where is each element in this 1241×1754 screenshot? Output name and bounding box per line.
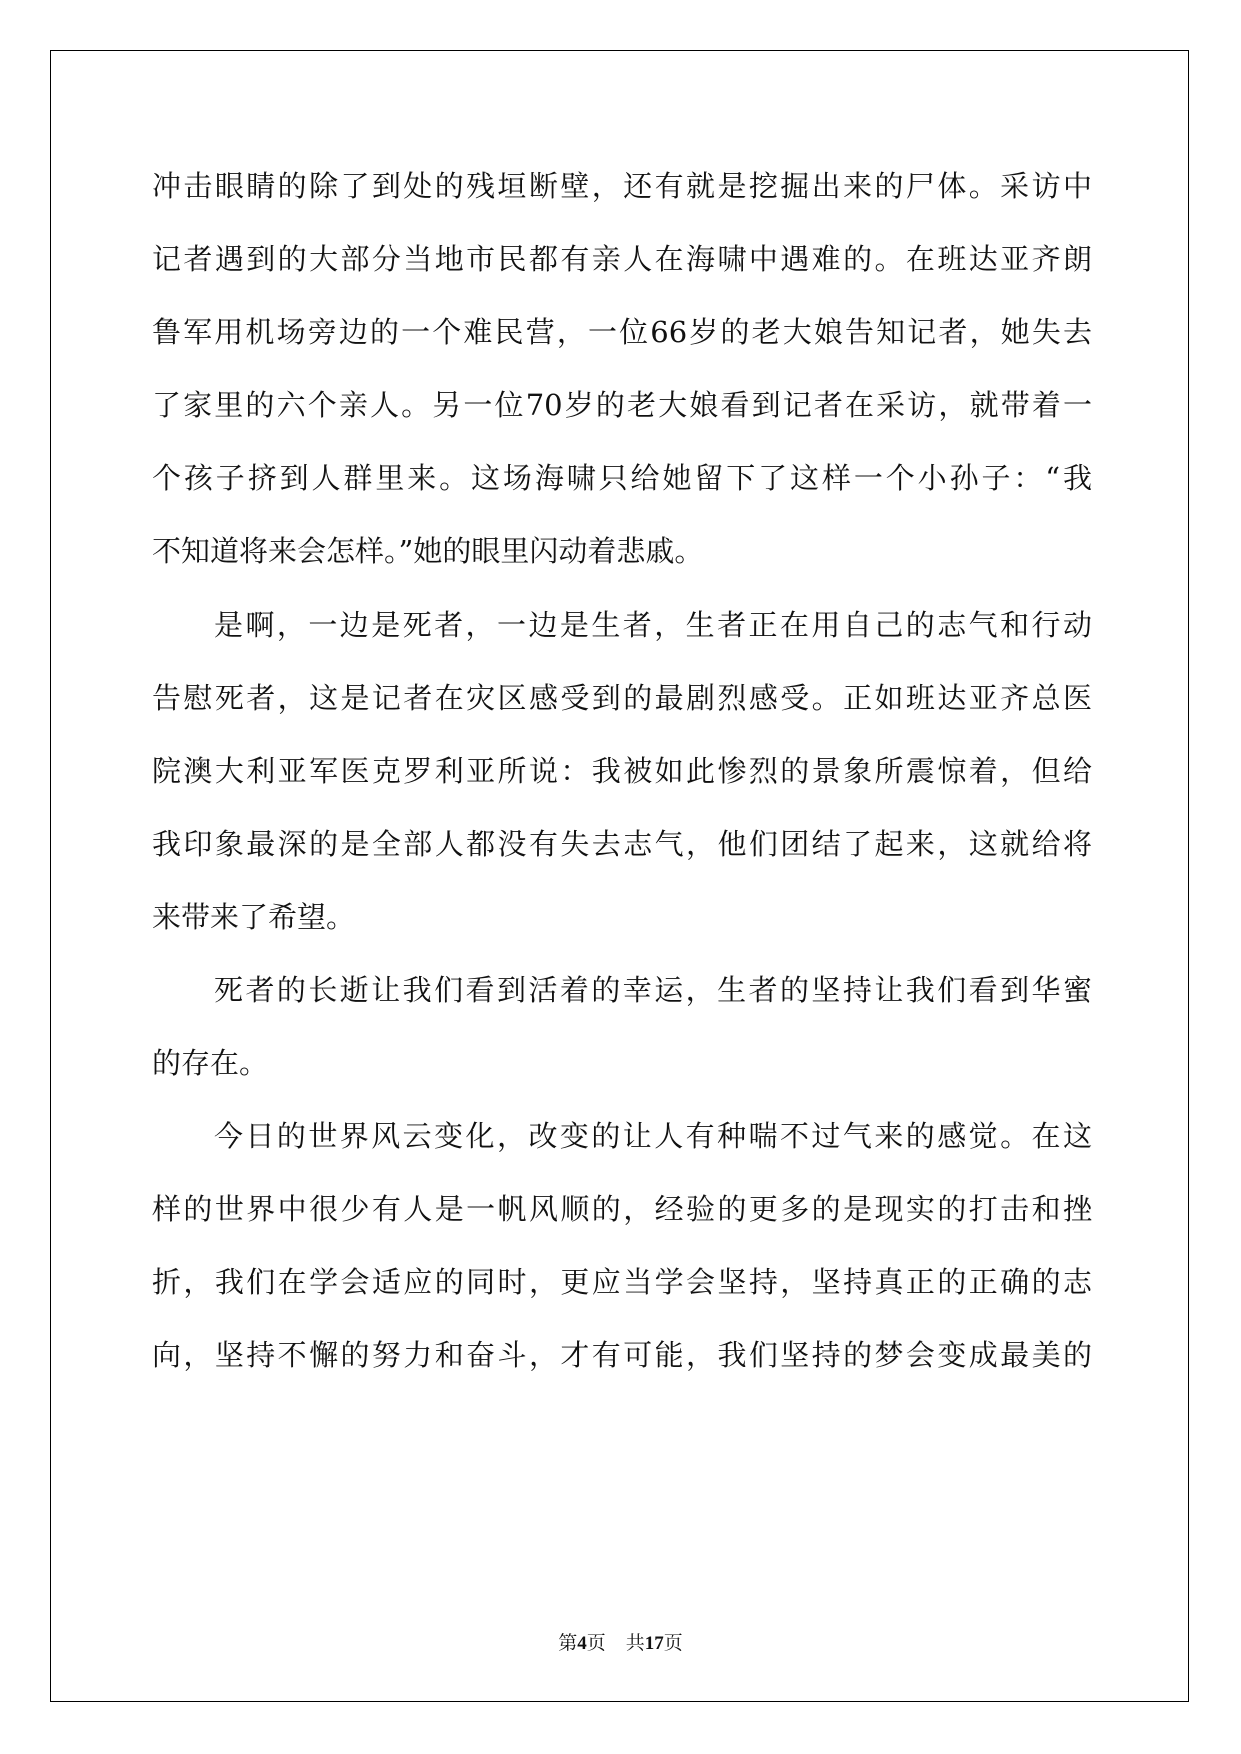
total-prefix: 共: [625, 1633, 645, 1654]
page-footer: [0, 1628, 1241, 1655]
text-line: 鲁军用机场旁边的一个难民营，一位66岁的老大娘告知记者，她失去: [152, 315, 1092, 349]
page-number: 4: [577, 1633, 587, 1654]
text-line: 今日的世界风云变化，改变的让人有种喘不过气来的感觉。在这: [214, 1119, 1092, 1153]
text-line: 个孩子挤到人群里来。这场海啸只给她留下了这样一个小孙子：“我: [152, 461, 1092, 495]
text-line: 我印象最深的是全部人都没有失去志气，他们团结了起来，这就给将: [152, 827, 1092, 861]
text-line: 是啊，一边是死者，一边是生者，生者正在用自己的志气和行动: [214, 608, 1092, 642]
page-prefix: 第: [558, 1633, 578, 1654]
page-suffix: 页: [586, 1633, 606, 1654]
text-line: 不知道将来会怎样。”她的眼里闪动着悲戚。: [152, 534, 704, 568]
page-border: [50, 50, 1189, 1702]
text-line: 的存在。: [152, 1046, 269, 1080]
text-line: 来带来了希望。: [152, 900, 356, 934]
text-line: 院澳大利亚军医克罗利亚所说：我被如此惨烈的景象所震惊着，但给: [152, 754, 1092, 788]
text-line: 死者的长逝让我们看到活着的幸运，生者的坚持让我们看到华蜜: [214, 973, 1092, 1007]
text-line: 折，我们在学会适应的同时，更应当学会坚持，坚持真正的正确的志: [152, 1265, 1092, 1299]
text-line: 向，坚持不懈的努力和奋斗，才有可能，我们坚持的梦会变成最美的: [152, 1338, 1092, 1372]
text-line: 记者遇到的大部分当地市民都有亲人在海啸中遇难的。在班达亚齐朗: [152, 242, 1092, 276]
text-line: 了家里的六个亲人。另一位70岁的老大娘看到记者在采访，就带着一: [152, 388, 1092, 422]
text-line: 冲击眼睛的除了到处的残垣断壁，还有就是挖掘出来的尸体。采访中: [152, 169, 1092, 203]
text-line: 告慰死者，这是记者在灾区感受到的最剧烈感受。正如班达亚齐总医: [152, 681, 1092, 715]
text-line: 样的世界中很少有人是一帆风顺的，经验的更多的是现实的打击和挫: [152, 1192, 1092, 1226]
total-suffix: 页: [663, 1633, 683, 1654]
total-pages: 17: [644, 1633, 664, 1654]
